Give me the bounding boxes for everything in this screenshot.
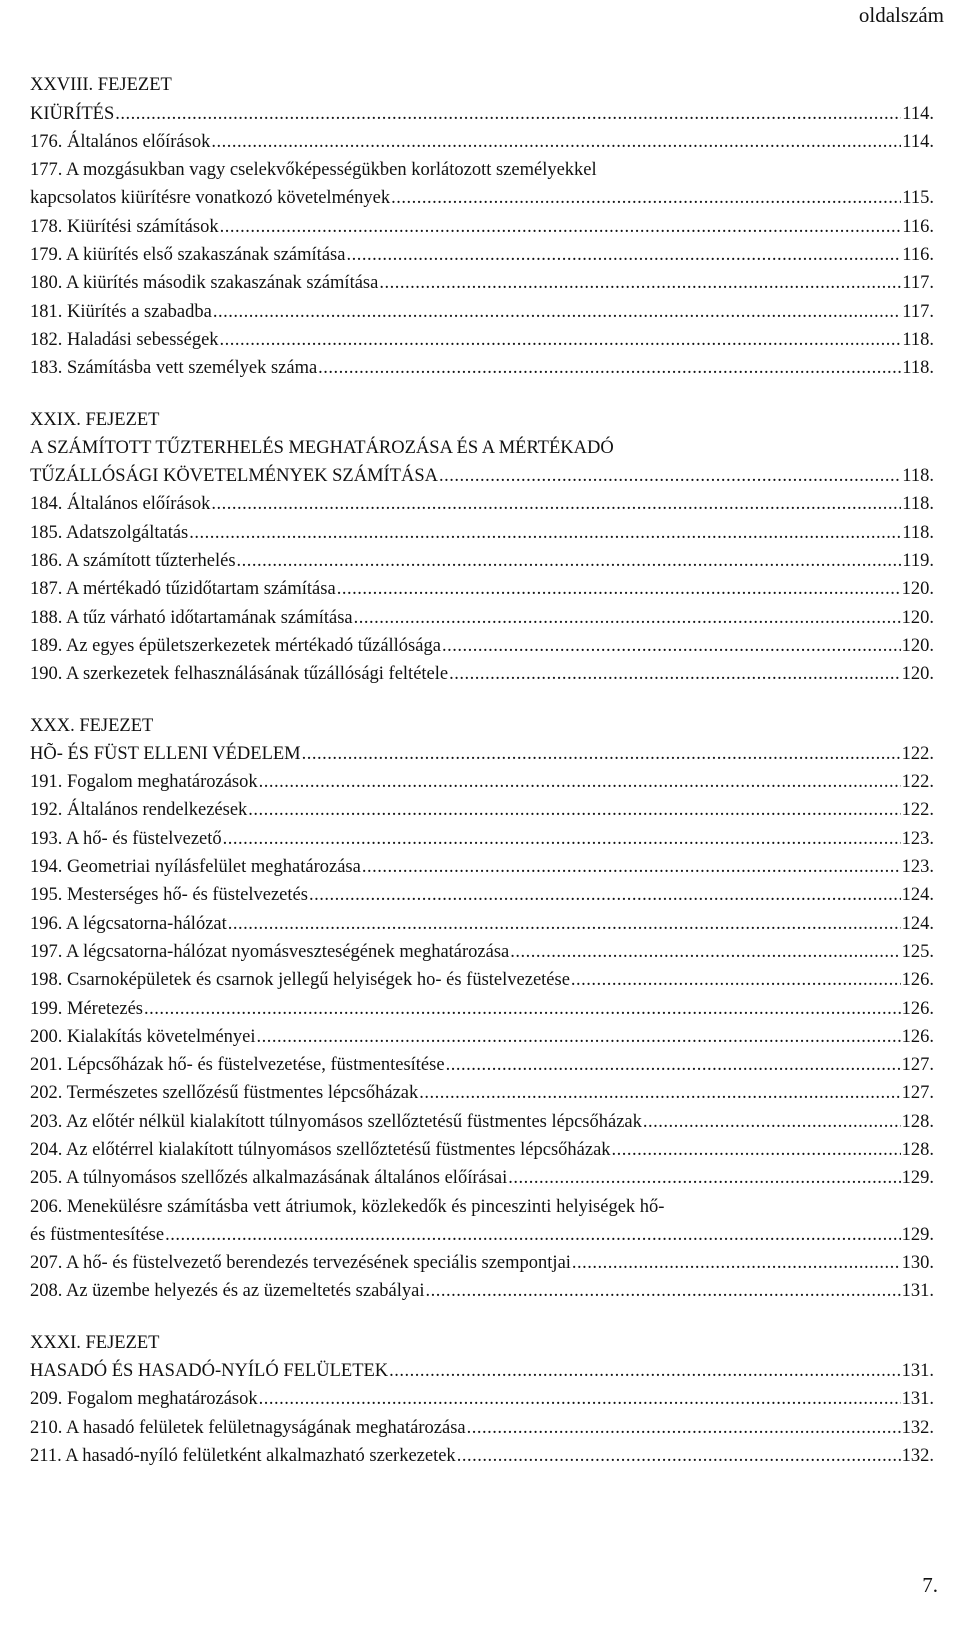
dot-leader <box>510 941 900 963</box>
toc-entry-title: 197. A légcsatorna-hálózat nyomásveszteségének meghatározása <box>30 941 510 962</box>
toc-entry-title: 209. Fogalom meghatározások <box>30 1389 258 1410</box>
toc-page-number: 119. <box>902 551 934 572</box>
dot-leader <box>354 607 901 629</box>
toc-entry-title: 198. Csarnoképületek és csarnok jellegű helyiségek ho- és füstelvezetése <box>30 970 570 991</box>
toc-page-number: 114. <box>902 131 934 152</box>
toc-page-number: 116. <box>902 245 934 266</box>
toc-entry <box>30 266 934 294</box>
toc-entry-title: 184. Általános előírások <box>30 494 211 515</box>
toc-page-number: 118. <box>902 358 934 379</box>
toc-entry-title: 202. Természetes szellőzésű füstmentes lépcsőházak <box>30 1083 419 1104</box>
toc-page-number: 123. <box>901 857 934 878</box>
toc-entry <box>30 294 934 322</box>
section-gap <box>30 379 934 402</box>
toc-entry-title: 203. Az előtér nélkül kialakított túlnyomásos szellőztetésű füstmentes lépcsőházak <box>30 1111 642 1132</box>
toc-entry <box>30 1410 934 1438</box>
toc-entry <box>30 657 934 685</box>
dot-leader <box>467 1417 901 1439</box>
toc-page-number: 120. <box>901 607 934 628</box>
toc-page-number: 131. <box>901 1361 934 1382</box>
dot-leader <box>309 884 901 906</box>
toc-entry-title: 190. A szerkezetek felhasználásának tűzállósági feltétele <box>30 664 449 685</box>
dot-leader <box>571 969 901 991</box>
dot-leader <box>439 465 901 487</box>
toc-chapter <box>30 402 934 685</box>
toc-page-number: 120. <box>901 635 934 656</box>
toc-page-number: 115. <box>902 188 934 209</box>
toc-page-number: 127. <box>901 1083 934 1104</box>
toc-entry <box>30 793 934 821</box>
toc-page-number: 128. <box>901 1111 934 1132</box>
toc-entry <box>30 544 934 572</box>
toc-entry <box>30 1354 934 1382</box>
toc-entry-title: 200. Kialakítás követelményei <box>30 1026 256 1047</box>
toc-page-number: 120. <box>901 579 934 600</box>
toc-entry <box>30 935 934 963</box>
toc-entry <box>30 963 934 991</box>
toc-entry <box>30 1048 934 1076</box>
toc-entry-title: 199. Méretezés <box>30 998 144 1019</box>
toc-chapter <box>30 708 934 1302</box>
toc-entry <box>30 515 934 543</box>
toc-page-number: 118. <box>902 466 934 487</box>
toc-chapter <box>30 68 934 379</box>
toc-entry-title: 176. Általános előírások <box>30 131 211 152</box>
toc-page-number: 126. <box>901 1026 934 1047</box>
chapter-heading <box>30 402 934 430</box>
dot-leader <box>391 187 901 209</box>
toc-entry <box>30 96 934 124</box>
toc-page-number: 124. <box>901 913 934 934</box>
toc-entry-title: 188. A tűz várható időtartamának számítása <box>30 607 353 628</box>
toc-page-number: 130. <box>901 1253 934 1274</box>
toc-entry <box>30 181 934 209</box>
toc-entry-title: XXIX. FEJEZET <box>30 409 160 430</box>
toc-entry-title: XXXI. FEJEZET <box>30 1332 160 1353</box>
toc-entry <box>30 238 934 266</box>
dot-leader <box>572 1252 901 1274</box>
toc-entry-title: 181. Kiürítés a szabadba <box>30 301 212 322</box>
toc-entry-title: 189. Az egyes épületszerkezetek mértékadó tűzállósága <box>30 635 441 656</box>
dot-leader <box>612 1139 901 1161</box>
toc-entry <box>30 487 934 515</box>
dot-leader <box>446 1054 901 1076</box>
toc-page-number: 132. <box>901 1445 934 1466</box>
toc-entry <box>30 906 934 934</box>
toc-entry-title: 180. A kiürítés második szakaszának számítása <box>30 273 379 294</box>
toc-entry <box>30 209 934 237</box>
dot-leader <box>144 998 901 1020</box>
page-number: 7. <box>922 1573 938 1597</box>
toc-page-number: 118. <box>902 522 934 543</box>
section-gap <box>30 1302 934 1325</box>
dot-leader <box>442 635 901 657</box>
toc-page-number: 128. <box>901 1139 934 1160</box>
toc-page-number: 120. <box>901 664 934 685</box>
toc-entry <box>30 821 934 849</box>
toc-page-number: 124. <box>901 885 934 906</box>
toc-entry-title: TŰZÁLLÓSÁGI KÖVETELMÉNYEK SZÁMÍTÁSA <box>30 466 438 487</box>
dot-leader <box>189 522 901 544</box>
chapter-heading <box>30 1325 934 1353</box>
toc-entry-title: 182. Haladási sebességek <box>30 329 219 350</box>
toc-entry-title: 178. Kiürítési számítások <box>30 216 219 237</box>
dot-leader <box>220 216 902 238</box>
toc-entry-title: 206. Menekülésre számításba vett átriumok, közlekedők és pinceszinti helyiségek hő- <box>30 1196 665 1217</box>
toc-entry-title: 192. Általános rendelkezések <box>30 800 248 821</box>
toc-entry <box>30 1246 934 1274</box>
dot-leader <box>237 550 902 572</box>
toc-entry <box>30 351 934 379</box>
dot-leader <box>302 743 901 765</box>
dot-leader <box>389 1360 900 1382</box>
dot-leader <box>318 357 901 379</box>
dot-leader <box>346 244 901 266</box>
toc-entry-title: 210. A hasadó felületek felületnagyságának meghatározása <box>30 1417 466 1438</box>
toc-entry-title: 187. A mértékadó tűzidőtartam számítása <box>30 579 336 600</box>
toc-page-number: 122. <box>901 743 934 764</box>
dot-leader <box>259 1388 901 1410</box>
toc-entry <box>30 737 934 765</box>
toc-entry-title: 211. A hasadó-nyíló felületként alkalmazható szerkezetek <box>30 1445 456 1466</box>
toc-entry <box>30 1133 934 1161</box>
toc-entry-title: 183. Számításba vett személyek száma <box>30 358 318 379</box>
dot-leader <box>425 1280 900 1302</box>
toc-page-number: 122. <box>901 772 934 793</box>
dot-leader <box>228 913 901 935</box>
toc-entry-title: 179. A kiürítés első szakaszának számítása <box>30 245 346 266</box>
toc-page-number: 129. <box>901 1168 934 1189</box>
toc-entry-title: 204. Az előtérrel kialakított túlnyomásos szellőztetésű füstmentes lépcsőházak <box>30 1139 611 1160</box>
toc-entry-title: 208. Az üzembe helyezés és az üzemeltetés szabályai <box>30 1281 425 1302</box>
toc-page-number: 117. <box>902 301 934 322</box>
toc-entry <box>30 1020 934 1048</box>
dot-leader <box>362 856 901 878</box>
dot-leader <box>257 1026 901 1048</box>
dot-leader <box>259 771 901 793</box>
toc-entry <box>30 765 934 793</box>
toc-entry <box>30 459 934 487</box>
toc-entry <box>30 1274 934 1302</box>
dot-leader <box>449 663 901 685</box>
toc-page-number: 127. <box>901 1055 934 1076</box>
toc-entry <box>30 600 934 628</box>
toc-entry <box>30 1189 934 1217</box>
toc-entry-title: KIÜRÍTÉS <box>30 103 115 124</box>
section-gap <box>30 685 934 708</box>
dot-leader <box>211 131 901 153</box>
toc-entry-title: HÕ- ÉS FÜST ELLENI VÉDELEM <box>30 743 301 764</box>
toc-entry <box>30 1104 934 1132</box>
toc-page-number: 131. <box>901 1281 934 1302</box>
toc-entry <box>30 1439 934 1467</box>
toc-entry <box>30 431 934 459</box>
toc-page-number: 129. <box>901 1224 934 1245</box>
toc-page-number: 114. <box>902 103 934 124</box>
page-header-label: oldalszám <box>858 3 944 27</box>
toc-entry-title: 195. Mesterséges hő- és füstelvezetés <box>30 885 308 906</box>
dot-leader <box>211 493 901 515</box>
toc-entry-title: 194. Geometriai nyílásfelület meghatározása <box>30 857 361 878</box>
toc-page-number: 117. <box>902 273 934 294</box>
dot-leader <box>379 272 901 294</box>
toc-page-number: 126. <box>901 998 934 1019</box>
toc-entry <box>30 125 934 153</box>
dot-leader <box>165 1224 901 1246</box>
toc-entry <box>30 1382 934 1410</box>
toc-entry <box>30 991 934 1019</box>
toc-entry-title: 205. A túlnyomásos szellőzés alkalmazásának általános előírásai <box>30 1168 508 1189</box>
dot-leader <box>419 1082 900 1104</box>
dot-leader <box>213 301 901 323</box>
chapter-heading <box>30 708 934 736</box>
toc-entry-title: 193. A hő- és füstelvezető <box>30 828 222 849</box>
toc-entry-title: HASADÓ ÉS HASADÓ-NYÍLÓ FELÜLETEK <box>30 1361 389 1382</box>
toc-entry <box>30 323 934 351</box>
toc-entry <box>30 1218 934 1246</box>
toc-entry <box>30 878 934 906</box>
toc-page-number: 125. <box>901 941 934 962</box>
toc-entry-title: 201. Lépcsőházak hő- és füstelvezetése, füstmentesítése <box>30 1055 445 1076</box>
toc-entry-title: 207. A hő- és füstelvezető berendezés tervezésének speciális szempontjai <box>30 1253 571 1274</box>
toc-page-number: 118. <box>902 329 934 350</box>
toc-chapter <box>30 1325 934 1466</box>
dot-leader <box>248 799 900 821</box>
toc-page-number: 118. <box>902 494 934 515</box>
toc-entry-title: A SZÁMÍTOTT TŰZTERHELÉS MEGHATÁROZÁSA ÉS A MÉRTÉKADÓ <box>30 437 614 458</box>
toc-entry-title: és füstmentesítése <box>30 1224 165 1245</box>
toc-page-number: 132. <box>901 1417 934 1438</box>
toc-entry-title: 185. Adatszolgáltatás <box>30 522 189 543</box>
toc-entry-title: 196. A légcsatorna-hálózat <box>30 913 227 934</box>
toc-page-number: 116. <box>902 216 934 237</box>
chapter-heading <box>30 68 934 96</box>
toc-entry <box>30 1076 934 1104</box>
toc-page-number: 126. <box>901 970 934 991</box>
toc-entry-title: kapcsolatos kiürítésre vonatkozó követelmények <box>30 188 391 209</box>
dot-leader <box>115 103 901 125</box>
dot-leader <box>220 329 902 351</box>
toc-page-number: 122. <box>901 800 934 821</box>
toc-entry <box>30 153 934 181</box>
toc-entry <box>30 850 934 878</box>
table-of-contents <box>30 68 934 1467</box>
dot-leader <box>457 1445 901 1467</box>
dot-leader <box>508 1167 900 1189</box>
toc-entry-title: XXVIII. FEJEZET <box>30 75 172 96</box>
dot-leader <box>223 828 901 850</box>
toc-entry-title: 177. A mozgásukban vagy cselekvőképességükben korlátozott személyekkel <box>30 160 597 181</box>
dot-leader <box>643 1111 901 1133</box>
toc-page-number: 131. <box>901 1389 934 1410</box>
toc-page-number: 123. <box>901 828 934 849</box>
toc-entry-title: 191. Fogalom meghatározások <box>30 772 258 793</box>
toc-entry <box>30 629 934 657</box>
toc-entry-title: XXX. FEJEZET <box>30 715 154 736</box>
dot-leader <box>337 578 901 600</box>
toc-entry <box>30 572 934 600</box>
toc-entry-title: 186. A számított tűzterhelés <box>30 551 236 572</box>
toc-entry <box>30 1161 934 1189</box>
